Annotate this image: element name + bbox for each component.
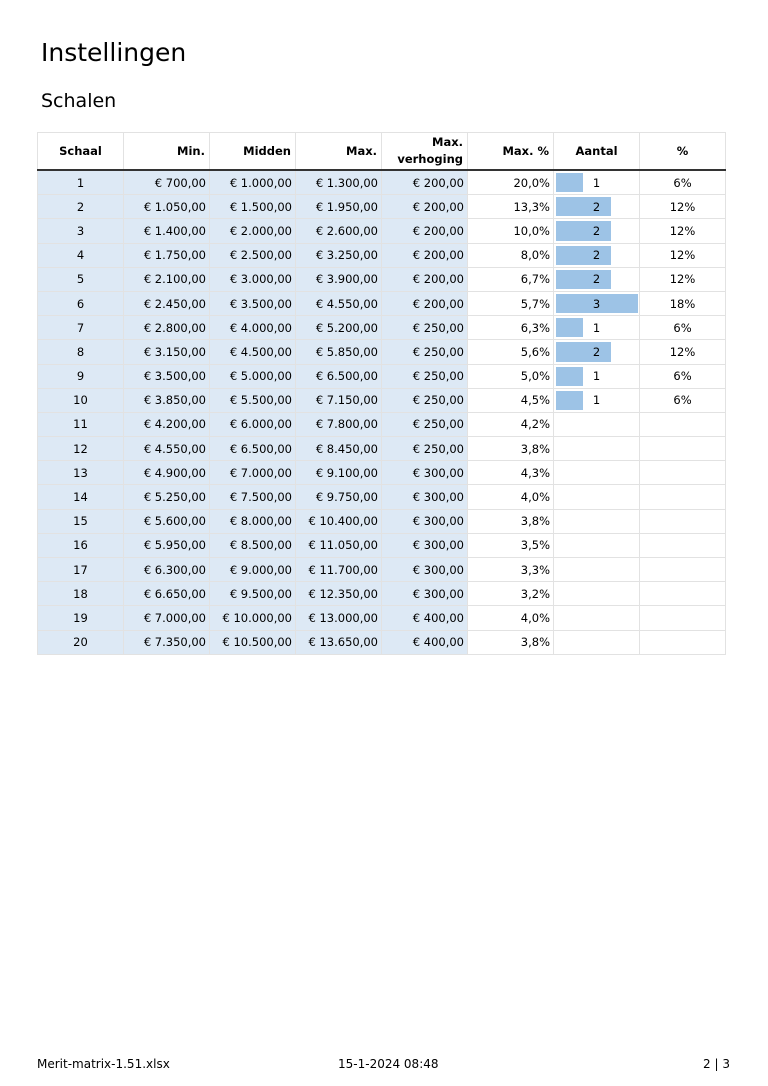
cell-max-pct: 3,8% — [468, 437, 554, 461]
cell-min: € 2.100,00 — [124, 267, 210, 291]
cell-pct: 12% — [640, 340, 726, 364]
cell-max: € 1.950,00 — [296, 195, 382, 219]
cell-min: € 3.850,00 — [124, 388, 210, 412]
cell-max-pct: 6,3% — [468, 316, 554, 340]
cell-midden: € 6.000,00 — [210, 412, 296, 436]
cell-midden: € 2.000,00 — [210, 219, 296, 243]
cell-schaal: 4 — [38, 243, 124, 267]
cell-max: € 9.750,00 — [296, 485, 382, 509]
page-title: Instellingen — [41, 38, 187, 67]
cell-max-verhoging: € 300,00 — [382, 582, 468, 606]
cell-max: € 8.450,00 — [296, 437, 382, 461]
aantal-value: 1 — [592, 175, 601, 190]
cell-max-verhoging: € 200,00 — [382, 219, 468, 243]
cell-pct: 6% — [640, 316, 726, 340]
cell-aantal — [554, 170, 640, 195]
cell-max-verhoging: € 250,00 — [382, 437, 468, 461]
aantal-value: 3 — [592, 296, 601, 311]
cell-midden: € 10.500,00 — [210, 630, 296, 654]
cell-max: € 11.700,00 — [296, 558, 382, 582]
aantal-value: 1 — [592, 393, 601, 408]
table-row — [38, 267, 726, 291]
cell-pct — [640, 509, 726, 533]
cell-max-pct: 10,0% — [468, 219, 554, 243]
cell-max: € 7.150,00 — [296, 388, 382, 412]
cell-min: € 4.200,00 — [124, 412, 210, 436]
table-row — [38, 412, 726, 436]
cell-max-verhoging: € 200,00 — [382, 291, 468, 315]
cell-max-pct: 5,7% — [468, 291, 554, 315]
cell-aantal — [554, 582, 640, 606]
cell-max-pct: 4,0% — [468, 485, 554, 509]
cell-pct — [640, 606, 726, 630]
cell-max-pct: 3,5% — [468, 533, 554, 557]
cell-min: € 7.000,00 — [124, 606, 210, 630]
cell-midden: € 7.500,00 — [210, 485, 296, 509]
table-row — [38, 340, 726, 364]
cell-pct — [640, 630, 726, 654]
cell-min: € 6.300,00 — [124, 558, 210, 582]
aantal-value: 2 — [592, 344, 601, 359]
cell-pct: 6% — [640, 170, 726, 195]
cell-min: € 5.950,00 — [124, 533, 210, 557]
footer-filename: Merit-matrix-1.51.xlsx — [37, 1057, 170, 1071]
footer-datetime: 15-1-2024 08:48 — [338, 1057, 439, 1071]
cell-max: € 7.800,00 — [296, 412, 382, 436]
aantal-value: 1 — [592, 320, 601, 335]
cell-aantal — [554, 388, 640, 412]
header-max-verhoging — [382, 133, 468, 171]
cell-max: € 5.200,00 — [296, 316, 382, 340]
cell-schaal: 7 — [38, 316, 124, 340]
cell-max-verhoging: € 200,00 — [382, 243, 468, 267]
header-line: verhoging — [397, 152, 463, 166]
cell-max: € 5.850,00 — [296, 340, 382, 364]
cell-aantal — [554, 630, 640, 654]
cell-schaal: 9 — [38, 364, 124, 388]
cell-pct — [640, 558, 726, 582]
cell-aantal — [554, 606, 640, 630]
cell-min: € 700,00 — [124, 170, 210, 195]
cell-min: € 3.500,00 — [124, 364, 210, 388]
cell-aantal — [554, 219, 640, 243]
cell-midden: € 3.500,00 — [210, 291, 296, 315]
cell-max: € 6.500,00 — [296, 364, 382, 388]
cell-pct: 12% — [640, 243, 726, 267]
cell-max-pct: 3,8% — [468, 509, 554, 533]
cell-max-verhoging: € 250,00 — [382, 316, 468, 340]
table-row — [38, 219, 726, 243]
cell-midden: € 1.000,00 — [210, 170, 296, 195]
cell-aantal — [554, 461, 640, 485]
cell-aantal — [554, 316, 640, 340]
table-row — [38, 291, 726, 315]
cell-max-verhoging: € 300,00 — [382, 558, 468, 582]
aantal-value: 2 — [592, 248, 601, 263]
table-row — [38, 170, 726, 195]
cell-min: € 4.550,00 — [124, 437, 210, 461]
cell-schaal: 12 — [38, 437, 124, 461]
cell-aantal — [554, 267, 640, 291]
cell-aantal — [554, 364, 640, 388]
table-row — [38, 195, 726, 219]
cell-pct: 18% — [640, 291, 726, 315]
cell-midden: € 6.500,00 — [210, 437, 296, 461]
cell-midden: € 10.000,00 — [210, 606, 296, 630]
cell-max-pct: 4,3% — [468, 461, 554, 485]
table-row — [38, 243, 726, 267]
cell-max: € 2.600,00 — [296, 219, 382, 243]
cell-aantal — [554, 437, 640, 461]
aantal-value: 1 — [592, 369, 601, 384]
cell-aantal — [554, 509, 640, 533]
aantal-value: 2 — [592, 272, 601, 287]
cell-min: € 1.750,00 — [124, 243, 210, 267]
cell-min: € 2.450,00 — [124, 291, 210, 315]
cell-max-verhoging: € 250,00 — [382, 412, 468, 436]
cell-aantal — [554, 291, 640, 315]
cell-pct — [640, 485, 726, 509]
cell-midden: € 8.500,00 — [210, 533, 296, 557]
cell-max-verhoging: € 400,00 — [382, 606, 468, 630]
aantal-value: 2 — [592, 223, 601, 238]
cell-min: € 1.050,00 — [124, 195, 210, 219]
cell-max: € 3.900,00 — [296, 267, 382, 291]
cell-max-pct: 3,8% — [468, 630, 554, 654]
cell-max-pct: 4,0% — [468, 606, 554, 630]
table-row — [38, 558, 726, 582]
cell-min: € 4.900,00 — [124, 461, 210, 485]
cell-midden: € 9.500,00 — [210, 582, 296, 606]
header-line: Max. — [432, 135, 463, 149]
cell-max-verhoging: € 200,00 — [382, 267, 468, 291]
cell-max-verhoging: € 200,00 — [382, 170, 468, 195]
cell-aantal — [554, 195, 640, 219]
cell-midden: € 9.000,00 — [210, 558, 296, 582]
table-row — [38, 582, 726, 606]
cell-aantal — [554, 412, 640, 436]
cell-schaal: 13 — [38, 461, 124, 485]
cell-midden: € 2.500,00 — [210, 243, 296, 267]
cell-pct: 6% — [640, 364, 726, 388]
cell-max: € 13.000,00 — [296, 606, 382, 630]
cell-max: € 11.050,00 — [296, 533, 382, 557]
cell-max-verhoging: € 300,00 — [382, 509, 468, 533]
table-row — [38, 485, 726, 509]
header-schaal: Schaal — [38, 133, 124, 171]
cell-max: € 10.400,00 — [296, 509, 382, 533]
cell-schaal: 20 — [38, 630, 124, 654]
header-max-pct: Max. % — [468, 133, 554, 171]
table-row — [38, 364, 726, 388]
cell-min: € 7.350,00 — [124, 630, 210, 654]
table-row — [38, 461, 726, 485]
cell-max: € 3.250,00 — [296, 243, 382, 267]
cell-aantal — [554, 485, 640, 509]
cell-min: € 1.400,00 — [124, 219, 210, 243]
cell-schaal: 3 — [38, 219, 124, 243]
cell-aantal — [554, 533, 640, 557]
table-row — [38, 316, 726, 340]
cell-min: € 3.150,00 — [124, 340, 210, 364]
cell-pct: 12% — [640, 267, 726, 291]
cell-schaal: 16 — [38, 533, 124, 557]
cell-schaal: 2 — [38, 195, 124, 219]
cell-pct — [640, 582, 726, 606]
cell-schaal: 8 — [38, 340, 124, 364]
cell-max-pct: 5,0% — [468, 364, 554, 388]
cell-schaal: 14 — [38, 485, 124, 509]
cell-max: € 4.550,00 — [296, 291, 382, 315]
cell-max-pct: 13,3% — [468, 195, 554, 219]
table-row — [38, 437, 726, 461]
header-midden: Midden — [210, 133, 296, 171]
cell-pct: 6% — [640, 388, 726, 412]
aantal-value: 2 — [592, 199, 601, 214]
header-max: Max. — [296, 133, 382, 171]
cell-schaal: 19 — [38, 606, 124, 630]
cell-max-pct: 6,7% — [468, 267, 554, 291]
cell-max-pct: 4,5% — [468, 388, 554, 412]
table-row — [38, 388, 726, 412]
cell-max-pct: 4,2% — [468, 412, 554, 436]
scales-table — [37, 132, 726, 655]
cell-schaal: 11 — [38, 412, 124, 436]
cell-max: € 13.650,00 — [296, 630, 382, 654]
cell-schaal: 18 — [38, 582, 124, 606]
cell-min: € 6.650,00 — [124, 582, 210, 606]
cell-max-verhoging: € 400,00 — [382, 630, 468, 654]
footer-page-number: 2 | 3 — [703, 1057, 730, 1071]
cell-midden: € 3.000,00 — [210, 267, 296, 291]
header-min: Min. — [124, 133, 210, 171]
cell-max-verhoging: € 250,00 — [382, 364, 468, 388]
cell-midden: € 4.500,00 — [210, 340, 296, 364]
cell-max: € 12.350,00 — [296, 582, 382, 606]
table-row — [38, 533, 726, 557]
cell-max: € 9.100,00 — [296, 461, 382, 485]
cell-aantal — [554, 558, 640, 582]
cell-max-pct: 5,6% — [468, 340, 554, 364]
cell-midden: € 4.000,00 — [210, 316, 296, 340]
cell-midden: € 8.000,00 — [210, 509, 296, 533]
cell-midden: € 1.500,00 — [210, 195, 296, 219]
cell-aantal — [554, 340, 640, 364]
cell-max-verhoging: € 300,00 — [382, 461, 468, 485]
table-row — [38, 509, 726, 533]
cell-pct — [640, 461, 726, 485]
table-row — [38, 606, 726, 630]
table-row — [38, 630, 726, 654]
cell-midden: € 5.500,00 — [210, 388, 296, 412]
cell-pct — [640, 533, 726, 557]
table-header-row — [38, 133, 726, 171]
cell-max-verhoging: € 200,00 — [382, 195, 468, 219]
cell-max-verhoging: € 300,00 — [382, 485, 468, 509]
cell-schaal: 1 — [38, 170, 124, 195]
cell-schaal: 5 — [38, 267, 124, 291]
cell-aantal — [554, 243, 640, 267]
cell-max-verhoging: € 300,00 — [382, 533, 468, 557]
section-title: Schalen — [41, 90, 117, 112]
cell-max-pct: 20,0% — [468, 170, 554, 195]
cell-schaal: 17 — [38, 558, 124, 582]
cell-schaal: 15 — [38, 509, 124, 533]
cell-max-pct: 3,3% — [468, 558, 554, 582]
cell-pct — [640, 412, 726, 436]
cell-midden: € 7.000,00 — [210, 461, 296, 485]
cell-midden: € 5.000,00 — [210, 364, 296, 388]
header-pct: % — [640, 133, 726, 171]
header-aantal: Aantal — [554, 133, 640, 171]
cell-pct: 12% — [640, 195, 726, 219]
cell-pct — [640, 437, 726, 461]
cell-max: € 1.300,00 — [296, 170, 382, 195]
cell-schaal: 6 — [38, 291, 124, 315]
cell-min: € 5.600,00 — [124, 509, 210, 533]
cell-pct: 12% — [640, 219, 726, 243]
cell-min: € 5.250,00 — [124, 485, 210, 509]
cell-max-pct: 8,0% — [468, 243, 554, 267]
cell-max-pct: 3,2% — [468, 582, 554, 606]
cell-max-verhoging: € 250,00 — [382, 340, 468, 364]
cell-schaal: 10 — [38, 388, 124, 412]
cell-max-verhoging: € 250,00 — [382, 388, 468, 412]
cell-min: € 2.800,00 — [124, 316, 210, 340]
